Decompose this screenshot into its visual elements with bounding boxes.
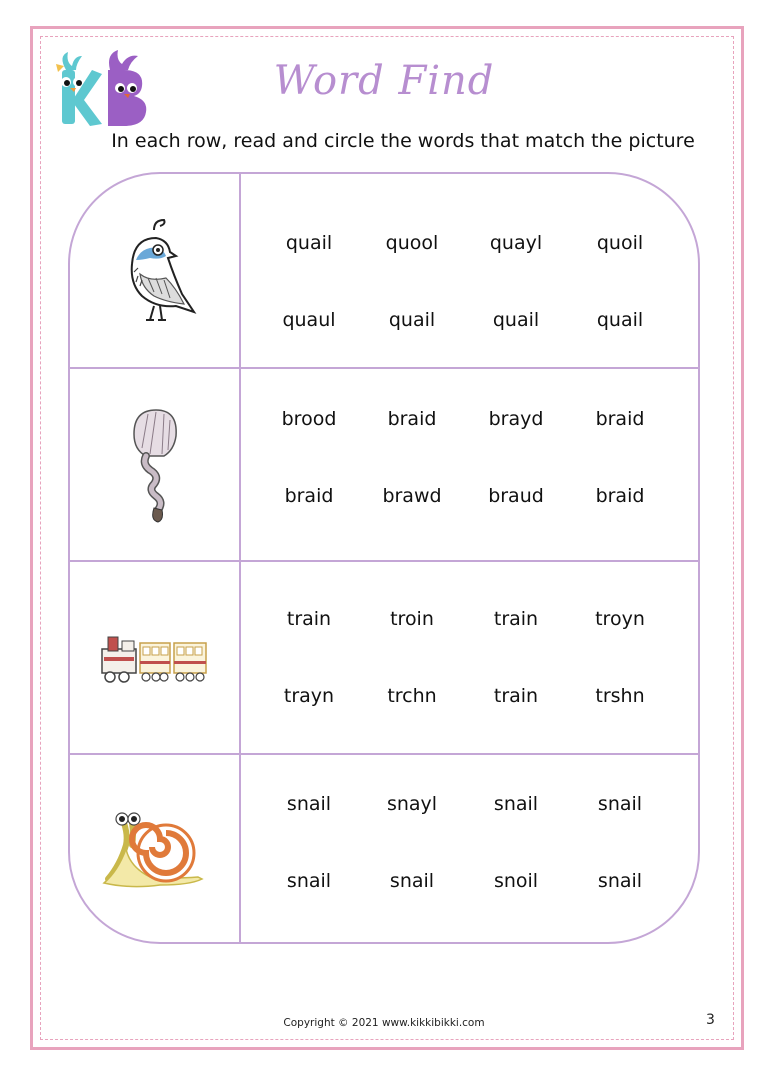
word-option[interactable]: train [493,685,539,707]
word-option[interactable]: quail [596,309,644,331]
word-option[interactable]: train [286,608,332,630]
word-option[interactable]: snail [286,870,332,892]
braid-icon [120,404,190,524]
word-grid [68,172,700,944]
word-option[interactable]: quail [388,309,436,331]
word-option[interactable]: braid [595,408,645,430]
row-snail [70,753,698,944]
word-option[interactable]: troin [390,608,434,630]
word-option[interactable]: quaul [282,309,336,331]
word-option[interactable]: brawd [382,485,442,507]
word-option[interactable]: brayd [488,408,544,430]
snail-icon [100,805,210,895]
word-option[interactable]: trayn [283,685,335,707]
picture-cell [70,174,239,367]
picture-cell [70,560,239,753]
word-option[interactable]: snoil [493,870,539,892]
word-option[interactable]: quail [285,232,333,254]
row-train [70,560,698,753]
row-quail [70,174,698,367]
instructions: In each row, read and circle the words that match the picture [111,130,695,152]
word-option[interactable]: snail [286,793,332,815]
word-option[interactable]: braud [488,485,544,507]
page-title: Word Find [273,58,495,104]
word-option[interactable]: braid [387,408,437,430]
picture-cell [70,753,239,944]
word-option[interactable]: trshn [595,685,645,707]
quail-icon [110,216,200,326]
word-option[interactable]: quoil [596,232,644,254]
row-braid [70,367,698,560]
picture-cell [70,367,239,560]
word-option[interactable]: train [493,608,539,630]
word-option[interactable]: snail [389,870,435,892]
word-option[interactable]: snayl [386,793,438,815]
word-option[interactable]: braid [595,485,645,507]
word-option[interactable]: troyn [595,608,645,630]
word-option[interactable]: quail [492,309,540,331]
word-option[interactable]: braid [284,485,334,507]
word-option[interactable]: brood [281,408,337,430]
word-option[interactable]: quool [385,232,439,254]
copyright-footer: Copyright © 2021 www.kikkibikki.com [283,1017,485,1029]
word-option[interactable]: snail [493,793,539,815]
train-icon [100,627,210,687]
word-option[interactable]: snail [597,793,643,815]
word-option[interactable]: snail [597,870,643,892]
word-option[interactable]: quayl [489,232,543,254]
page-number: 3 [706,1012,715,1028]
word-option[interactable]: trchn [387,685,437,707]
